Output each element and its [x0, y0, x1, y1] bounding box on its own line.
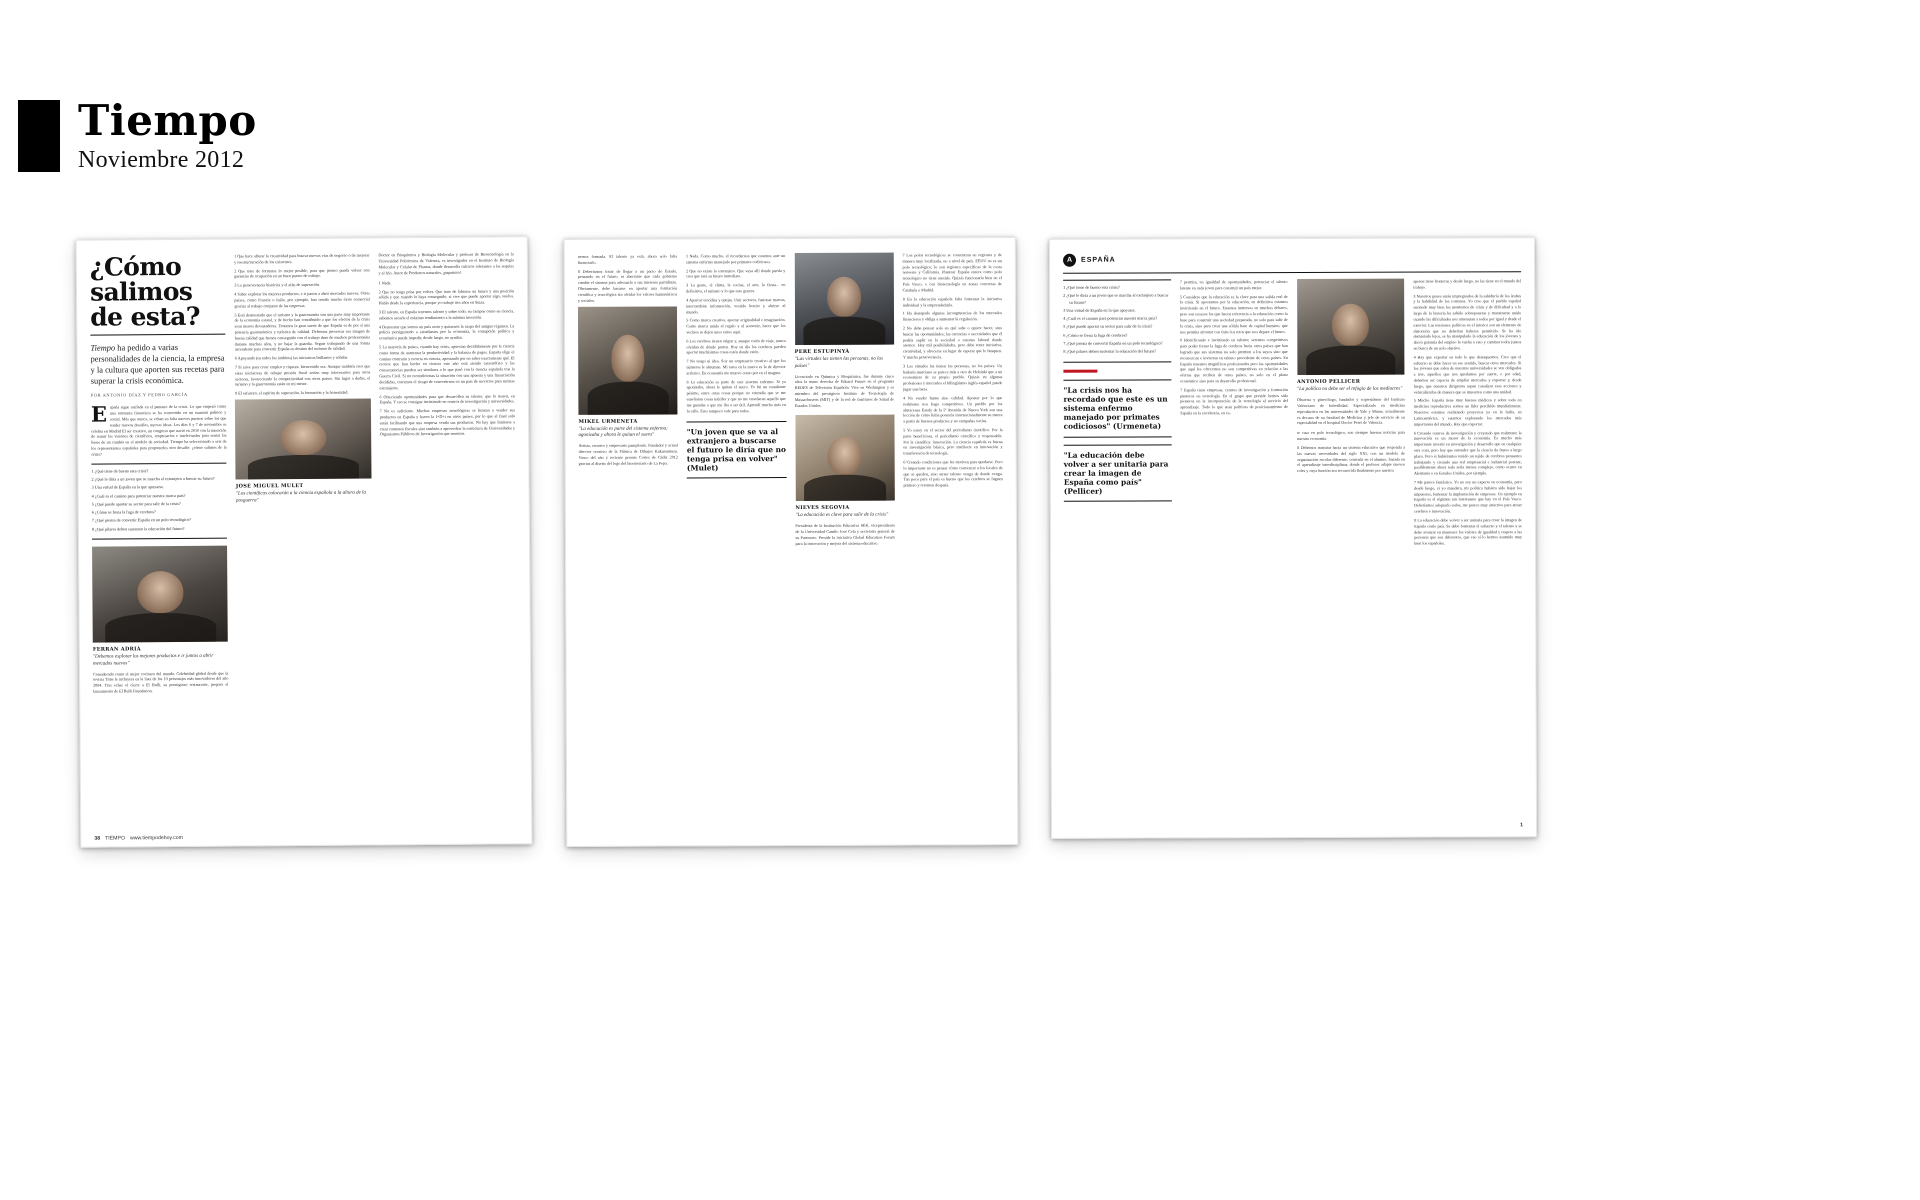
answers-column — [1297, 430, 1405, 474]
sheet2-column-1 — [578, 253, 680, 829]
profile-quote: "La educación es parte del sistema enfermo; agonizaba y ahora le quitan el suero" — [578, 426, 668, 439]
answers-column — [1413, 278, 1522, 546]
answer-paragraph: 6 Creando centros de investigación y creyendo que realmente la innovación es un motor de la economía. Es mucho más importante invertir en investigación y desarrollo que en cualquier otra cosa, pero hay que entender que la ciencia da frutos a largo plazo. Pero si hubiéramos tenido un tejido de cerebros pensantes trabajando y creando una red empresarial e industrial potente, posiblemente ahora todo sería menos complejo, como ocurre en Alemania o en Estados Unidos, por ejemplo. — [1413, 429, 1522, 476]
pull-quote-pellicer: "La educación debe volver a ser unitaria para crear la imagen de España como país" (Pellicer) — [1064, 444, 1172, 502]
answer-paragraph: 8 En la educación española falta fomentar la iniciativa individual y la emprendeduría. — [902, 295, 1002, 308]
question-item: 1 ¿Qué tiene de bueno esta crisis? — [1063, 284, 1120, 290]
profile-bio: Artista, creativo y empresario pamplonés. Fundador y actual director creativo de la Fábrica de Dibujos Kukuxumusu. Vasco del año y reciente premio Cortes de Cádiz 2012 gracias al diseño del logo del bicentenario de La Pepa. — [578, 442, 678, 466]
profile-quote: "Las virtudes las tienen las personas, no los países" — [794, 356, 883, 369]
answer-paragraph: 5 Considero que la educación es la clave para una salida real de la crisis. Si apostamos por la educación, en definitiva estamos invirtiendo en el futuro. Estamos inmersos en muchos debates, pero son escasos los que hacen referencia a la educación como la base para construir una sociedad preparada, no solo para salir de la crisis, sino para crear una sólida base de capital humano, que nos permita afrontar con éxito los retos que nos depare el futuro. — [1179, 293, 1288, 334]
answer-paragraph: 5 Como marca creativa, aportar originalidad e imaginación. Como marca unida al regalo y al souvenir, hacer que los vecinos se dejen unos euros aquí. — [686, 317, 786, 335]
article-headline: ¿Cómo salimos de esta? — [90, 254, 226, 336]
question-item: 4 ¿Cuál es el camino para potenciar nuestra marca país? — [1063, 315, 1158, 321]
section-header — [1063, 252, 1521, 267]
article-standfirst — [90, 342, 226, 387]
portrait-photo-ferran-adria — [92, 546, 228, 643]
answer-paragraph: 6 Los cerebros tienen origen y, aunque estén de viaje, nunca olvidan de dónde parten. Hoy en día los cerebros pueden aportar muchísimas cosas estén donde estén. — [686, 337, 786, 355]
portrait-face — [611, 334, 645, 382]
masthead-title: Tiempo — [78, 96, 257, 145]
profile-bio: Licenciado en Química y Bioquímica, fue durante cinco años la mano derecha de Eduard Punset en el programa REDES de Televisión Española. Vive en Washington y es miembro del prestigioso Instituto de Tecnología de Massachusetts (MIT) y de la red de Institutos de Salud de Estados Unidos. — [794, 373, 895, 409]
answer-paragraph: 7 permita, en igualdad de oportunidades, potenciar el talento latente en cada joven para construir un país mejor. — [1179, 279, 1288, 291]
answer-paragraph: 5 Mucho. España tiene muy buenos médicos y sobre todo en medicina reproductiva somos un líder percibido mundialmente. Nosotros estamos realizando proyectos ya en la India, en Latinoamérica, y estamos explorando los mercados más importantes del mundo. Hay que exportar. — [1413, 397, 1522, 427]
section-label: ESPAÑA — [1081, 256, 1116, 264]
answer-paragraph: 3 Nuestros genes están impregnados de la sabiduría de los árabes y la habilidad de los romanos. Yo creo que el pueblo español entiende muy bien los momentos de crisis y de dificultad y a lo largo de la historia ha sabido sobreponerse y mantenerse unido cuando las dificultades nos amenazan a todos por igual y desde el exterior. Las tensiones políticas en el interior son un elemento de distorsión que no deberían haberse permitido. Se ha ido demasiado lejos, se ha manipulado la educación de los jóvenes y ahora garantía del empleo la vuelta a esto y caminar todos juntos en busca de un solo objetivo. — [1413, 292, 1522, 351]
page-sheet-1 — [76, 236, 533, 848]
answer-paragraph: 2 No debe pensar solo en qué sabe o quiere hacer, sino buscar las oportunidades; las carencias o necesidades que él podría suplir en la sociedad o entorno laboral donde aterrice. Hay mil posibilidades, pero debe tener iniciativa, creatividad, y ofrecerse en lugar de esperar que le busquen. Y mucha perseverancia. — [902, 325, 1003, 360]
answer-paragraph: 3 La perseverancia histórica y el afán de superación. — [234, 282, 321, 288]
profile-name: NIEVES SEGOVIA — [795, 504, 850, 512]
answer-paragraph: 8 Debemos transitar hacia un sistema educativo que responda a las nuevas necesidades del siglo XXI, con un modelo de organización escolar diferente, centrada en el alumno, basada en el aprendizaje interdisciplinar, donde el profesor adapte nuevos roles y cuya función sea reconocida finalmente por nuestra — [1297, 444, 1406, 474]
portrait-shoulder — [248, 455, 359, 480]
standfirst-text: ha pedido a varias personalidades de la ciencia, la empresa y la cultura que aporten sus recetas para superar la crisis económica. — [90, 342, 225, 386]
answer-paragraph: 8 Deberíamos tratar de llegar a un pacto de Estado, pensando en el futuro, es aberrante que cada gobierno cambie el sistema para adecuarlo a sus intereses partidistas. Obviamente, debe basarse en aportar una formación científica y tecnológica sin olvidar los valores humanísticos y sociales. — [577, 268, 678, 303]
portrait-photo-pere-estupinya — [794, 253, 894, 345]
sheet2-column-2 — [686, 253, 788, 829]
answer-paragraph: 7 Me parece fantástico. Yo no soy un experto en economía, pero desde luego, si yo mandara, mi política hubiera sido bajar los impuestos, fomentar la implantación de empresas. Un ejemplo en España es el régimen tan interesante que hay en el País Vasco. Deberíamos adoptarlo todos, me parece muy atractivo para atraer cerebros e innovación. — [1414, 479, 1522, 514]
answer-paragraph: 5 Yo estoy en el sector del periodismo científico. Por la parte beneficiosa, el periodismo científico y responsable. Por la científica: innovación. La ciencia española es buena en investigación básica, pero mediocre en innovación y transferencia de tecnología. — [903, 427, 1003, 456]
folio-magazine: TIEMPO — [105, 835, 126, 842]
question-item: 5 ¿Qué puede aportar su sector para salir de la crisis? — [91, 500, 181, 507]
sheet3-column-4 — [1413, 278, 1523, 839]
portrait-face — [1332, 304, 1369, 346]
question-item: 8 ¿Qué pilares deben sustentar la educación del futuro? — [1063, 348, 1156, 355]
answer-paragraph: 7 No es suficiente. Muchas empresas tecnológicas se limitan a vender sus productos en España y hacen la I+D+i en otros países, por lo que al final solo están facilitando que una empresa venda sus productos. No hay que limitarse a crear contratos fiscales sino también a aprovechar la estructura de Universidades y Organismos Públicos de Investigación que tenemos. — [379, 407, 516, 437]
question-item: 3 Una virtud de España en la que apoyarse. — [91, 484, 165, 490]
portrait-face — [137, 571, 183, 614]
answers-column — [902, 252, 1002, 488]
answer-paragraph: 4 Aparcar envidias y quejas. Unir sectores, fusionar marcas, intercambiar información, vestido bonito y abrirse al mundo. — [686, 296, 786, 314]
portrait-face — [827, 277, 861, 318]
answer-paragraph: 2 Que no tenga prisa por volver. Que trate de labrarse un futuro y una posición sólida y que cuando lo haya conseguido, si cree que puede aportar algo, vuelva. Hablo desde la experiencia, porque yo trabajé tres años en Suiza. — [378, 287, 515, 306]
pull-quote-mulet: "Un joven que se va al extranjero a buscarse el futuro le diría que no tenga prisa en volver" (Mulet) — [687, 421, 787, 479]
answers-column — [1180, 279, 1288, 416]
answer-paragraph: 2 Que trate de formarse lo mejor posible, para que pronto pueda volver con garantías de ocupación en un buen puesto de trabajo. — [234, 267, 370, 279]
answer-paragraph: 2 Que no existe lo extranjero. Que vaya allí donde pueda y crea que está su futuro inmediato. — [686, 267, 786, 279]
question-item: 3 Una virtud de España en la que apoyarse. — [1063, 307, 1136, 313]
answer-paragraph: 4 Hay que exportar en todo lo que destaquemos. Creo que el esfuerzo se debe hacer en ese sentido, buscar otros mercados. Si los jóvenes que salen de nuestras universidades se ven obligados a irse, aquellos que nos quedamos por suerte, o por edad, debemos ser capaces de ampliar mercados y exportar y, desde luego, que nuestros dirigentes sepan canalizar esas acciones y vehiculizarlas de manera que se muestren como una unidad. — [1413, 353, 1522, 395]
questions-box — [1063, 279, 1171, 362]
portrait-shoulder — [587, 382, 669, 415]
answer-paragraph: 6 Identificando e invirtiendo en talento; seremos competitivos para poder frenar la fuga de cerebros hacia otros países que han logrado que sus sistemas no solo premien a los suyos sino que reconozcan e inviertan en talento procedente de otros países. En España tenemos magníficos profesionales pero las oportunidades que aquí les ofrecemos no son competitivas en relación a las ofertas que reciben de otros países, no solo en el plano económico sino para su desarrollo profesional. — [1180, 337, 1288, 384]
spread-container — [78, 238, 1858, 848]
masthead-date: Noviembre 2012 — [78, 147, 245, 173]
sheet2-column-4 — [902, 252, 1004, 828]
answer-paragraph: 4 Demostrar que somos un país serio y quitarnos la caspa del antiguo régimen. La policía persiguiendo a estudiantes por la economía, la corrupción política y económica puede impedir, desde luego, no ayudan. — [378, 322, 515, 341]
answer-paragraph: apenas tiene fronteras y desde luego, no las tiene en el mundo del trabajo. — [1413, 278, 1522, 290]
answer-paragraph: 1 Nada. — [378, 279, 392, 286]
portrait-shoulder — [105, 613, 216, 643]
portrait-shoulder — [804, 475, 885, 501]
answer-paragraph: nemos formada. El talento ya está, ahora solo falta financiarlo. — [577, 253, 678, 265]
profile-quote: "Debemos explotar los mejores productos e ir juntos a abrir mercados nuevos" — [92, 653, 214, 667]
portrait-photo-nieves-segovia — [795, 415, 895, 501]
profile-name: MIKEL URMENETA — [578, 418, 638, 425]
sheet1-column-3 — [378, 251, 518, 828]
intro-dropcap: E — [90, 401, 108, 428]
standfirst-magazine-name: Tiempo — [90, 343, 116, 353]
answer-paragraph: 5 La mayoría de países, cuando hay crisis, apuestan decididamente por la ciencia como forma de aumentar la productividad y la balanza de pagos. España elige el camino contrario y recorta en ciencia, apostando por no saber exactamente qué. El recorte que han hecho en ciencia este año está siendo catastrófico y las consecuencias pueden ser similares a lo que pasó con la ciencia española tras la Guerra Civil. Si no recondicionas la situación con una apuesta y una financiación decididas, corremos el riesgo de convertirnos en un país de servicios para turistas extranjeros. — [379, 343, 515, 391]
portrait-photo-mikel-urmeneta — [578, 306, 678, 414]
answer-paragraph: 3 Las virtudes las tienen las personas, no los países. Un bailarín murciano se parece más a otro de Helsinki que a un economista de su propio pueblo. Quizás en algunas profesiones y mercados el bilingüismo inglés-español puede jugar una baza. — [902, 362, 1003, 392]
accent-bar — [1063, 369, 1097, 372]
profile-name: JOSÉ MIGUEL MULET — [235, 483, 304, 490]
sheet3-column-2 — [1180, 279, 1290, 839]
portrait-shoulder — [1307, 346, 1395, 375]
portrait-photo-jose-miguel-mulet — [235, 399, 371, 480]
profile-quote: "La política no debe ser el refugio de los mediocres" — [1296, 386, 1403, 392]
answer-paragraph: 3 La gente, el clima, la cocina, el arte, la fiesta... en definitiva, el turismo y lo que esto genera. — [686, 282, 786, 294]
answer-paragraph: 1 Que hace aflorar la creatividad para buscar nuevas vías de negocio o de mejorar y reestructuración de los existentes. — [234, 252, 370, 265]
profile-name: PERE ESTUPINYÀ — [794, 348, 850, 355]
sheet2-column-3 — [794, 253, 896, 829]
question-item: 2 ¿Qué le diría a un joven que se marcha al extranjero a buscar su futuro? — [91, 475, 215, 482]
folio-left — [94, 832, 518, 841]
portrait-photo-antonio-pellicer — [1297, 279, 1405, 375]
question-item: 5 ¿Qué puede aportar su sector para salir de la crisis? — [1063, 323, 1153, 330]
answer-paragraph: 7 No tengo ni idea. Soy un empresario creativo al que los números le abruman. Mi tarea en la marca es la de director artístico. En economía me muevo como por en el magma. — [686, 358, 786, 376]
answer-paragraph: 7 España tiene empresas, centros de investigación y formación punteros en tecnología. En el grupo que preside hemos sido pioneros en la incorporación de la tecnología al servicio del aprendizaje. Todo lo que sean políticas de posicionamiento de España en la excelencia, en es- — [1180, 386, 1289, 416]
answer-paragraph: 6 Ofreciendo oportunidades para que desarrollen su talento, que lo tienen, en España. Y eso se consigue invirtiendo en centros de investigación y universidades. — [379, 392, 515, 405]
questions-box — [91, 462, 227, 539]
folio-right: 1 — [1520, 822, 1524, 829]
folio-site: www.tiempodehoy.com — [129, 834, 183, 842]
sheet3-column-3 — [1297, 279, 1407, 839]
question-item: 4 ¿Cuál es el camino para potenciar nuestra marca país? — [91, 492, 186, 499]
question-item: 2 ¿Qué le diría a un joven que se marcha al extranjero a buscar su futuro? — [1063, 292, 1169, 305]
page-sheet-3 — [1049, 237, 1537, 839]
answer-paragraph: 3 El talento, en España tenemos talento y sobre todo, en campos como en ciencia, sabemos sacarle el máximo rendimiento a la mínima inversión. — [378, 308, 515, 321]
answer-paragraph: 5 Está demostrado que el turismo y la gastronomía son una parte muy importante de la economía estatal, y de hecho han contribuido a que los efectos de la crisis sean menos devastadores. Tenemos la gran suerte de que España es de por sí una potencia gastronómica y turística de calidad. Debemos preservar esa imagen de buena calidad que hemos conseguido con el trabajo duro de muchos profesionales durante muchos años, y no bajar la guardia. Seguir trabajando de una forma ascendente para convertir España en destino del turismo de calidad. — [234, 310, 371, 352]
profile-bio: Obstetra y ginecólogo, fundador y copresidente del Instituto Valenciano de Infertilidad. Especializado en medicina reproductiva en las universidades de Yale y Maine, actualmente es decano de su facultad de Medicina y jefe de servicio de su especialidad en el hospital Doctor Peset de Valencia. — [1297, 396, 1405, 426]
answer-paragraph: 1 Ha destapado algunas incongruencias de los mercados financieros y obliga a aumentar la regulación. — [902, 310, 1003, 322]
profile-bio: Considerado como el mejor cocinero del mundo. Celebridad global desde que la revista Time le incluyera en la lista de los 10 personajes más innovadores del año 2004. Tras echar el cierre a El Bulli, su prestigioso restaurante, prepara el lanzamiento de El Bulli Foundation. — [93, 670, 229, 694]
question-item: 8 ¿Qué pilares deben sustentar la educación del futuro? — [91, 525, 185, 532]
question-item: 7 ¿Qué piensa de convertir España en un polo tecnológico? — [1063, 340, 1163, 346]
answer-paragraph: 1 Nada. Como mucho, el recordarnos que estamos ante un sistema enfermo manejado por primates codiciosos. — [685, 253, 786, 265]
answer-paragraph: 6 Creando condiciones que les motiven para quedarse. Pero lo importante no es pensar cómo convencer a los locales de que se queden, sino atraer talento venga de donde venga. Tan poco para el país es bueno que los cerebros se fuguen primero y retornen después. — [903, 459, 1003, 488]
article-byline: POR ANTONIO DÍAZ Y PEDRO GARCÍA — [90, 392, 188, 399]
section-letter-badge: A — [1063, 254, 1076, 267]
sheet1-column-2 — [234, 252, 374, 829]
portrait-face — [280, 420, 326, 456]
page-sheet-2 — [564, 237, 1019, 847]
profile-quote: "Los científicos colocarán a la ciencia española a la altura de la posguerra" — [235, 490, 366, 504]
section-divider — [1063, 271, 1521, 274]
answer-paragraph: 6 Apoyando (en todos los ámbitos) las iniciativas brillantes y sólidas. — [234, 354, 349, 361]
question-item: 7 ¿Qué piensa de convertir España en un polo tecnológico? — [91, 517, 192, 524]
masthead-block — [18, 100, 60, 172]
portrait-face — [828, 437, 862, 475]
answers-column — [379, 279, 516, 438]
answers-column — [578, 253, 677, 303]
answer-paragraph: 8 La educación debe volver a ser unitaria para crear la imagen de España como país. Se debe fomentar el esfuerzo y el talento y se debe avanzar en mantener los valores de igualdad y respeto a las personas que son diferentes, que eso sí lo hemos asumido muy bien los españoles. — [1414, 517, 1523, 546]
folio-page-number: 38 — [94, 835, 101, 842]
answers-column — [234, 252, 370, 396]
masthead — [18, 96, 257, 173]
answer-paragraph: 4 No vender humo sino calidad. Apostar por lo que realmente nos haga competitivos. Un pueblo por los almacenes Eataly de la 5ª Avenida de Nueva York son una lección de cómo Italia potencia internacionalmente su marca a partir de buenos productos y no campañas vacías. — [903, 394, 1003, 424]
question-item: 6 ¿Cómo se frena la fuga de cerebros? — [91, 509, 156, 515]
answer-paragraph: 7 Si sirve para crear empleo y riqueza, bienvenido sea. Aunque también creo que estas iniciativas de rebajar presión fiscal serían muy interesantes para otros sectores, favoreciendo la competitividad con otros países. Sin lugar a dudas, el turismo y la gastronomía están en mi mente. — [234, 363, 371, 387]
sheet1-column-1 — [89, 251, 230, 831]
answers-column — [686, 253, 786, 414]
answer-paragraph: te caso en polo tecnológico, son siempre buenas noticias para nuestra economía. — [1297, 429, 1405, 442]
profile-bio: Doctor en Bioquímica y Biología Molecular y profesor de Biotecnología en la Universidad Politécnica de Valencia, es investigador en el Instituto de Biología Molecular y Celular de Plantas, donde desarrolla cultivos tolerantes a las sequías y al frío. Autor de Productos naturales, ¡papatimo!. — [378, 251, 514, 276]
question-item: 6 ¿Cómo se frena la fuga de cerebros? — [1063, 332, 1128, 338]
pull-quote-urmeneta: "La crisis nos ha recordado que este es un sistema enfermo manejado por primates codiciosos" (Urmeneta) — [1063, 379, 1171, 437]
answer-paragraph: 7 Los polos tecnológicos se concentran en regiones y de manera muy localizada, no a nivel de país. EEUU no es un polo tecnológico; lo son regiones específicas de la costa noroeste y California. Plantear España entera como polo tecnológico no tiene sentido. Quizás funcionaría bien en el País Vasco, o con biotecnología en zonas concretas de Cataluña o Madrid. — [902, 252, 1002, 293]
answer-paragraph: 8 El esfuerzo, el espíritu de superación, la formación y la honestidad. — [235, 389, 349, 396]
sheet3-column-1 — [1063, 279, 1173, 838]
portrait-shoulder — [803, 317, 884, 345]
question-item: 1 ¿Qué tiene de bueno esta crisis? — [91, 467, 149, 474]
answer-paragraph: 4 Saber explotar los mejores productos, e ir juntos a abrir mercados nuevos. Otros países, como Francia o Italia, por ejemplo, han tenido mucho éxito comercial gracias al trabajo conjunto de las empresas. — [234, 290, 370, 309]
intro-text: spaña sigue anclada en el pantano de la crisis. Lo que empezó como una tormenta financiera se ha convertido en un tsunami político y social. Más que nunca, se echan en falta nuevos puertos sobre los que tender nuevos desafíos, nuevas ideas. Los días 6 y 7 de noviembre se celebra en Madrid El ser creativo, un congreso que nació en 2010 con la intención de reunir las visiones de científicos, empresarios e intelectuales para sentar las bases de un cambio en el modelo de sociedad. Tiempo ha seleccionado a seis de los representantes españoles para proponerles otro desafío: ¿cómo salimos de la crisis? — [91, 403, 227, 457]
profile-quote: "La educación es clave para salir de la crisis" — [795, 512, 889, 519]
answer-paragraph: 8 La educación es parte de este sistema enfermo. Si ya agonizaba, ahora le quitan el suero. Yo fui un estudiante pésimo, entre otras cosas porque no entendía que se me enseñaran cosas inútiles y que no me enseñaran aquello que me gustaba o que me iba a ser útil. Aprendí mucho más en la calle. Esto tampoco vale para todos. — [686, 378, 786, 414]
article-intro — [90, 401, 227, 457]
profile-name: ANTONIO PELLICER — [1296, 378, 1361, 385]
profile-name: FERRAN ADRIÀ — [92, 646, 141, 653]
profile-bio: Presidenta de la Institución Educativa SEK, vicepresidenta de la Universidad Camilo José Cela y secretaria general de su Patronato. Preside la iniciativa Global Education Forum para la innovación y mejora del sistema educativo. — [795, 522, 895, 546]
